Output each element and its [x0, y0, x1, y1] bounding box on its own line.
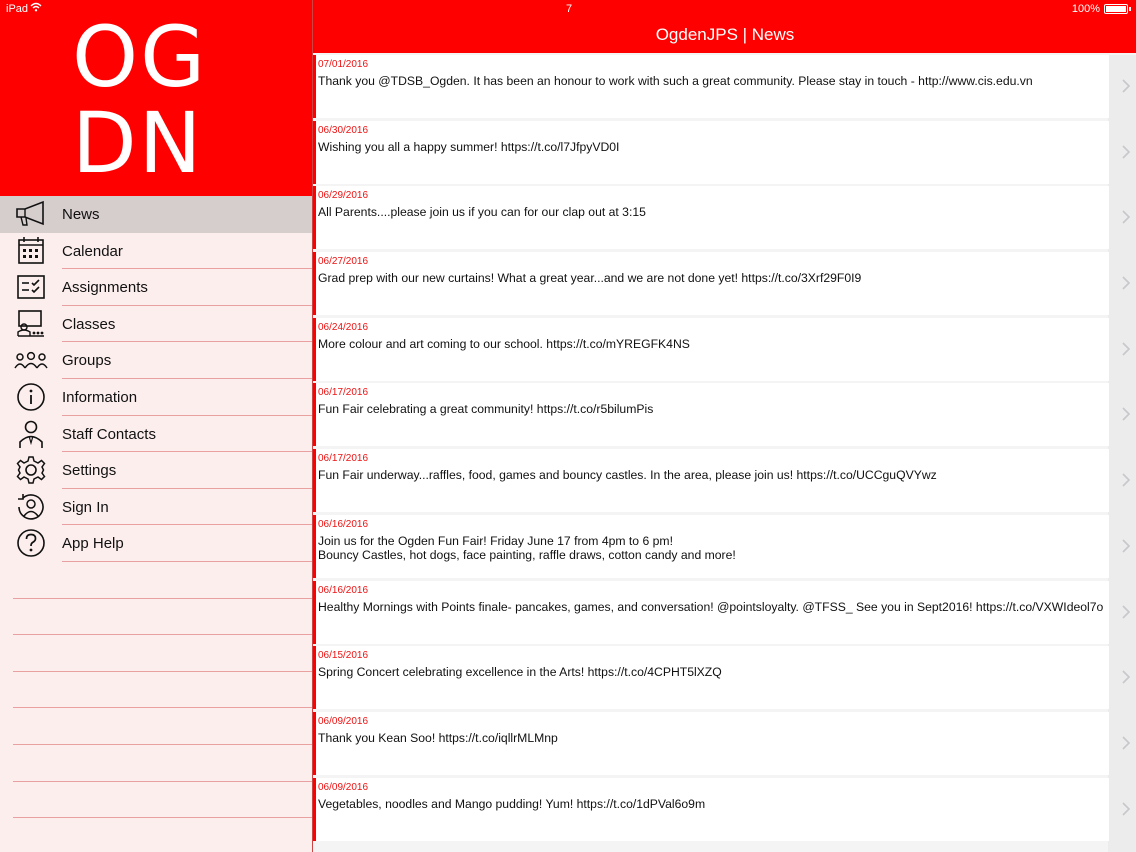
- sidebar-item-staff-contacts[interactable]: [0, 416, 312, 453]
- page-title: OgdenJPS | News: [655, 25, 795, 44]
- chevron-right-icon: [1121, 407, 1131, 421]
- news-accent-bar: [313, 383, 316, 446]
- empty-list-rows: [0, 562, 312, 818]
- news-text: All Parents....please join us if you can for our clap out at 3:15: [318, 205, 646, 220]
- chevron-right-icon: [1121, 473, 1131, 487]
- logo-line-1: OG: [72, 8, 208, 106]
- news-accent-bar: [313, 318, 316, 381]
- sidebar: [0, 0, 312, 852]
- classroom-icon: [14, 309, 48, 339]
- news-text: Grad prep with our new curtains! What a great year...and we are not done yet! https://t.co/3Xrf29F0I9: [318, 271, 862, 286]
- calendar-icon: [14, 236, 48, 266]
- news-date: 06/24/2016: [318, 321, 369, 333]
- news-item[interactable]: [313, 383, 1109, 446]
- news-date: 06/30/2016: [318, 124, 369, 136]
- person-icon: [14, 419, 48, 449]
- logo-line-2: DN: [72, 94, 204, 192]
- news-date: 06/15/2016: [318, 650, 369, 662]
- sidebar-item-label: Calendar: [62, 242, 123, 260]
- empty-row: [0, 562, 312, 599]
- empty-row: [0, 782, 312, 819]
- news-item[interactable]: [313, 712, 1109, 775]
- sidebar-item-label: Assignments: [62, 279, 148, 297]
- chevron-right-icon: [1121, 736, 1131, 750]
- news-date: 06/09/2016: [318, 715, 369, 727]
- news-text: Healthy Mornings with Points finale- pancakes, games, and conversation! @pointsloyalty. @TFSS_ See you in Sept2016! https://t.co/VXWIdeol7o: [318, 599, 1104, 614]
- sidebar-item-calendar[interactable]: [0, 233, 312, 270]
- chevron-right-icon: [1121, 276, 1131, 290]
- chevron-right-icon: [1121, 79, 1131, 93]
- news-item[interactable]: [313, 121, 1109, 184]
- news-item[interactable]: [313, 778, 1109, 841]
- sidebar-item-news[interactable]: [0, 196, 312, 233]
- news-accent-bar: [313, 252, 316, 315]
- news-accent-bar: [313, 186, 316, 249]
- news-text: Vegetables, noodles and Mango pudding! Yum! https://t.co/1dPVal6o9m: [318, 796, 706, 811]
- chevron-right-icon: [1121, 342, 1131, 356]
- assignments-icon: [14, 272, 48, 302]
- status-bar: [0, 0, 1136, 18]
- news-date: 07/01/2016: [318, 59, 369, 70]
- sidebar-item-label: App Help: [62, 535, 124, 553]
- sidebar-nav: [0, 196, 312, 562]
- chevron-right-icon: [1121, 210, 1131, 224]
- news-text: Spring Concert celebrating excellence in the Arts! https://t.co/4CPHT5lXZQ: [318, 665, 722, 680]
- news-date: 06/27/2016: [318, 256, 369, 268]
- news-text: Thank you Kean Soo! https://t.co/iqllrMLMnp: [318, 730, 558, 745]
- sidebar-item-sign-in[interactable]: [0, 489, 312, 526]
- news-text: Thank you @TDSB_Ogden. It has been an honour to work with such a great community. Please stay in touch - http://www.cis.edu.vn: [318, 74, 1033, 88]
- sidebar-item-assignments[interactable]: [0, 269, 312, 306]
- news-item[interactable]: [313, 581, 1109, 644]
- sidebar-item-groups[interactable]: [0, 342, 312, 379]
- news-accent-bar: [313, 515, 316, 578]
- news-accent-bar: [313, 581, 316, 644]
- news-feed[interactable]: [313, 55, 1136, 852]
- news-accent-bar: [313, 712, 316, 775]
- news-item[interactable]: [313, 318, 1109, 381]
- gear-icon: [14, 455, 48, 485]
- groups-icon: [14, 345, 48, 375]
- sidebar-item-label: Staff Contacts: [62, 425, 156, 443]
- chevron-right-icon: [1121, 670, 1131, 684]
- wifi-icon: [30, 2, 42, 12]
- news-date: 06/16/2016: [318, 584, 369, 596]
- news-accent-bar: [313, 646, 316, 709]
- device-label: iPad: [6, 3, 29, 15]
- news-accent-bar: [313, 449, 316, 512]
- sidebar-item-label: Groups: [62, 352, 112, 370]
- news-item[interactable]: [313, 646, 1109, 709]
- chevron-right-icon: [1121, 145, 1131, 159]
- status-time: 7: [566, 3, 573, 15]
- battery-percent: 100%: [1071, 3, 1100, 15]
- info-icon: [14, 382, 48, 412]
- sidebar-item-settings[interactable]: [0, 452, 312, 489]
- sidebar-item-information[interactable]: [0, 379, 312, 416]
- news-text: Join us for the Ogden Fun Fair! Friday June 17 from 4pm to 6 pm! Bouncy Castles, hot dogs, face painting, raffle draws, cotton candy and more!: [318, 533, 736, 562]
- sidebar-item-label: Information: [62, 388, 138, 406]
- news-item[interactable]: [313, 515, 1109, 578]
- news-date: 06/09/2016: [318, 781, 369, 793]
- news-date: 06/17/2016: [318, 453, 369, 465]
- sign-in-icon: [14, 492, 48, 522]
- news-accent-bar: [313, 55, 316, 118]
- empty-row: [0, 708, 312, 745]
- sidebar-item-classes[interactable]: [0, 306, 312, 343]
- news-item[interactable]: [313, 55, 1109, 118]
- chevron-right-icon: [1121, 802, 1131, 816]
- news-accent-bar: [313, 778, 316, 841]
- sidebar-item-label: Classes: [62, 315, 116, 333]
- news-accent-bar: [313, 121, 316, 184]
- megaphone-icon: [14, 199, 48, 229]
- news-item[interactable]: [313, 252, 1109, 315]
- battery-tip: [1129, 7, 1131, 11]
- sidebar-item-app-help[interactable]: [0, 525, 312, 562]
- news-date: 06/17/2016: [318, 387, 369, 399]
- news-text: Wishing you all a happy summer! https://t.co/l7JfpyVD0I: [318, 139, 620, 154]
- main-panel: [312, 0, 1136, 852]
- school-logo: [0, 0, 312, 196]
- empty-row: [0, 635, 312, 672]
- news-text: Fun Fair celebrating a great community! https://t.co/r5bilumPis: [318, 402, 654, 417]
- news-text: More colour and art coming to our school. https://t.co/mYREGFK4NS: [318, 336, 690, 351]
- empty-row: [0, 599, 312, 636]
- sidebar-item-label: News: [62, 206, 100, 223]
- sidebar-item-label: Settings: [62, 462, 117, 480]
- news-text: Fun Fair underway...raffles, food, games and bouncy castles. In the area, please join us! https://t.co/UCCguQVYwz: [318, 468, 937, 483]
- news-item[interactable]: [313, 449, 1109, 512]
- news-date: 06/16/2016: [318, 518, 369, 530]
- news-item[interactable]: [313, 186, 1109, 249]
- logo-text: [72, 8, 242, 192]
- sidebar-item-label: Sign In: [62, 498, 109, 516]
- empty-row: [0, 745, 312, 782]
- chevron-right-icon: [1121, 539, 1131, 553]
- chevron-right-icon: [1121, 605, 1131, 619]
- news-date: 06/29/2016: [318, 190, 369, 202]
- empty-row: [0, 672, 312, 709]
- help-icon: [14, 528, 48, 558]
- battery-icon: [1104, 4, 1128, 14]
